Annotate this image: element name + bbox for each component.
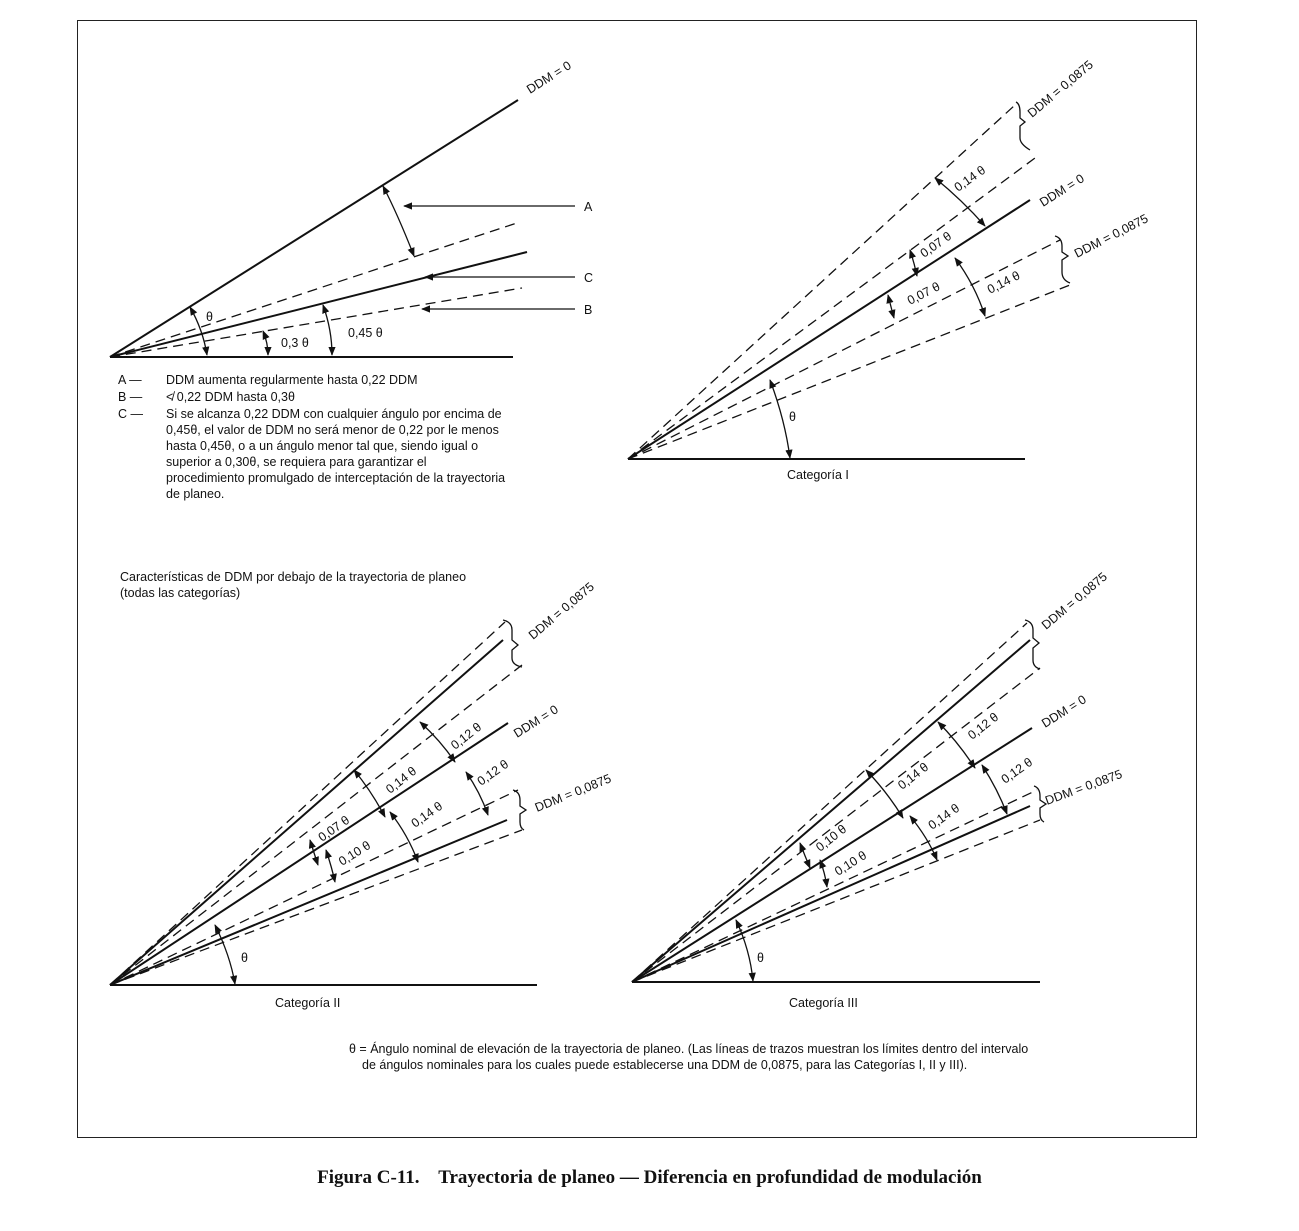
dashed-outer-lower (628, 285, 1070, 459)
label-012-upper-p3: 0,12 θ (448, 719, 485, 753)
label-014-upper-p3: 0,14 θ (383, 763, 420, 797)
dashed-inner-upper (628, 158, 1035, 459)
arc-03 (263, 331, 268, 355)
arc-a (383, 186, 414, 256)
dashed-3 (632, 790, 1037, 982)
arc-theta (770, 380, 790, 458)
label-c: C (584, 271, 594, 285)
note-b-key: B — (118, 390, 143, 404)
ddm-zero-line (110, 723, 508, 985)
label-theta-p3: θ (241, 951, 248, 965)
upper-solid-line (632, 640, 1030, 982)
dashed-lower (110, 288, 522, 357)
note-a-key: A — (118, 373, 142, 387)
label-014-lower-p2: 0,14 θ (985, 268, 1023, 297)
note-b (118, 389, 518, 405)
arc-010 (326, 850, 335, 882)
label-012-lower-p4: 0,12 θ (998, 755, 1036, 787)
label-ddm0-p1: DDM = 0 (524, 58, 574, 97)
label-theta-p1: θ (206, 310, 213, 324)
brace-upper (1025, 620, 1040, 669)
lower-solid-line (110, 820, 507, 985)
panel-cat-ii (110, 620, 537, 985)
label-ddm0875-lower-p4: DDM = 0,0875 (1043, 766, 1125, 808)
note-c (118, 406, 518, 502)
arc-007-upper (910, 250, 917, 276)
legend (349, 1041, 1179, 1073)
dashed-upper (110, 222, 520, 357)
note-b-text: ≮ 0,22 DDM hasta 0,3θ (166, 390, 295, 404)
label-045-theta: 0,45 θ (348, 326, 383, 340)
brace-upper (503, 620, 522, 667)
label-b: B (584, 303, 593, 317)
label-category-iii: Categoría III (789, 996, 858, 1010)
label-014-lower-p3: 0,14 θ (408, 799, 446, 831)
label-010-p3: 0,10 θ (336, 838, 374, 869)
arc-010-upper (800, 843, 810, 868)
label-ddm0875-upper-p2: DDM = 0,0875 (1024, 57, 1096, 121)
arc-045 (323, 305, 332, 355)
figure-caption: Figura C-11. Trayectoria de planeo — Diferencia en profundidad de modulación (317, 1167, 982, 1188)
notes-block (118, 372, 518, 503)
note-c-text: Si se alcanza 0,22 DDM con cualquier ángulo por encima de 0,45θ, el valor de DDM no será menor de 0,22 por le menos hasta 0,45θ, o a un ángulo menor tal que, siendo igual o superior a 0,30θ, se requiera para garantizar el procedimiento promulgado de interceptación de la trayectoria de planeo. (166, 407, 506, 501)
arc-014-upper (354, 770, 385, 817)
arc-014-lower (955, 258, 985, 316)
label-category-i: Categoría I (787, 468, 849, 482)
legend-line-1: θ = Ángulo nominal de elevación de la trayectoria de planeo. (Las líneas de trazos muestran los límites dentro del intervalo (349, 1042, 1029, 1056)
legend-line-2: de ángulos nominales para los cuales puede establecerse una DDM de 0,0875, para las Categorías I, II y III). (362, 1058, 968, 1072)
note-c-key: C — (118, 407, 143, 421)
label-007-p3: 0,07 θ (315, 813, 353, 845)
label-ddm0875-lower-p2: DDM = 0,0875 (1072, 211, 1151, 261)
label-007-lower-p2: 0,07 θ (905, 279, 943, 308)
label-014-lower-p4: 0,14 θ (925, 801, 963, 833)
label-012-upper-p4: 0,12 θ (965, 709, 1002, 743)
upper-solid-line (110, 640, 503, 985)
dashed-3 (110, 790, 518, 985)
dashed-4 (632, 820, 1040, 982)
label-014-upper-p4: 0,14 θ (895, 759, 932, 793)
dashed-2 (110, 665, 522, 985)
note-a-text: DDM aumenta regularmente hasta 0,22 DDM (166, 373, 418, 387)
ddm-zero-line (628, 200, 1030, 459)
panel-cat-iii (632, 620, 1046, 982)
label-a: A (584, 200, 593, 214)
label-category-ii: Categoría II (275, 996, 341, 1010)
arc-010-lower (820, 860, 827, 887)
glide-path-line-c (110, 252, 527, 357)
panel-below-path (110, 100, 575, 357)
label-theta-p2: θ (789, 410, 796, 424)
note-a (118, 372, 518, 388)
label-010-lower-p4: 0,10 θ (832, 848, 870, 879)
label-014-upper-p2: 0,14 θ (951, 163, 989, 195)
label-ddm0875-lower-p3: DDM = 0,0875 (532, 771, 614, 815)
label-ddm0-p2: DDM = 0 (1037, 171, 1087, 210)
brace-lower (1055, 236, 1070, 283)
dashed-4 (110, 830, 522, 985)
ddm-zero-line (632, 728, 1032, 982)
brace-lower (513, 790, 526, 830)
label-010-upper-p4: 0,10 θ (813, 821, 850, 855)
arc-theta-1 (190, 307, 207, 355)
label-ddm0-p3: DDM = 0 (511, 702, 561, 741)
summary-text: Características de DDM por debajo de la trayectoria de planeo (todas las categorías) (120, 570, 467, 600)
arc-007-lower (888, 295, 894, 318)
label-007-upper-p2: 0,07 θ (917, 229, 955, 261)
brace-lower (1034, 786, 1046, 822)
dashed-inner-lower (628, 240, 1060, 459)
dashed-outer-upper (628, 105, 1015, 459)
label-ddm0875-upper-p3: DDM = 0,0875 (525, 579, 597, 643)
dashed-1 (632, 623, 1027, 982)
label-ddm0-p4: DDM = 0 (1039, 692, 1089, 731)
label-012-lower-p3: 0,12 θ (474, 757, 512, 789)
label-theta-p4: θ (757, 951, 764, 965)
ddm-zero-line (110, 100, 518, 357)
label-ddm0875-upper-p4: DDM = 0,0875 (1038, 569, 1110, 633)
dashed-1 (110, 622, 505, 985)
label-03-theta: 0,3 θ (281, 336, 309, 350)
